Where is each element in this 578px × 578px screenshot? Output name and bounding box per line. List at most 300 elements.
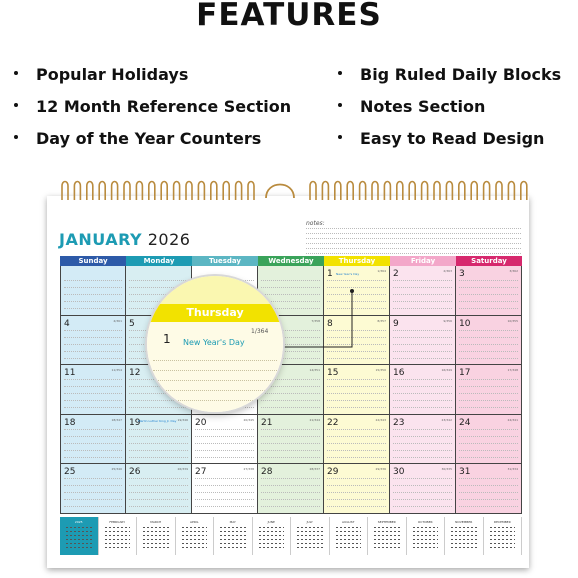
day-of-year-counter: 1/364 <box>377 269 386 273</box>
ruled-line <box>64 330 122 331</box>
ruled-line <box>327 499 386 500</box>
ruled-line <box>459 280 518 281</box>
reference-week-row <box>336 547 362 548</box>
day-cell <box>390 266 456 316</box>
day-of-year-counter: 8/357 <box>377 318 386 323</box>
ruled-line <box>195 450 254 451</box>
ruled-line <box>64 280 122 281</box>
reference-week-row <box>374 539 400 540</box>
reference-month-title: APRIL <box>189 520 199 524</box>
ring-icon <box>211 182 217 201</box>
feature-item <box>338 97 485 117</box>
day-number: 3 <box>459 269 465 279</box>
day-header-saturday: Saturday <box>456 256 522 266</box>
ruled-line <box>393 407 452 408</box>
day-number: 11 <box>64 368 76 379</box>
ruled-line <box>64 499 122 500</box>
day-of-year-counter: 15/350 <box>375 368 386 373</box>
reference-week-row <box>220 543 246 544</box>
reference-week-row <box>490 535 516 536</box>
ruled-line <box>459 450 518 451</box>
notes-line <box>306 248 521 249</box>
day-cell <box>390 316 456 366</box>
day-cell <box>60 365 126 415</box>
ruled-line <box>129 436 188 437</box>
ring-icon <box>409 182 415 201</box>
ruled-line <box>327 308 386 309</box>
ring-icon <box>223 182 229 201</box>
reference-month-title: OCTOBER <box>417 520 433 524</box>
ruled-line <box>64 287 122 288</box>
ruled-line <box>459 386 518 387</box>
day-of-year-counter: 18/347 <box>111 417 122 422</box>
reference-week-row <box>336 527 362 528</box>
ruled-line <box>327 344 386 345</box>
ring-icon <box>446 182 452 201</box>
ruled-line <box>393 450 452 451</box>
day-number: 27 <box>195 467 207 478</box>
ruled-line <box>153 370 277 371</box>
day-number: 29 <box>327 467 339 478</box>
ruled-line <box>64 294 122 295</box>
ruled-line <box>64 492 122 493</box>
feature-item <box>14 129 261 149</box>
reference-week-row <box>143 543 169 544</box>
ruled-line <box>327 492 386 493</box>
ring-icon <box>372 182 378 201</box>
day-of-year-counter: 7/358 <box>311 318 320 323</box>
ruled-line <box>153 380 277 381</box>
ruled-line <box>393 429 452 430</box>
ruled-line <box>261 436 320 437</box>
day-header-thursday: Thursday <box>324 256 390 266</box>
ruled-line <box>129 499 188 500</box>
day-number: 26 <box>129 467 141 478</box>
reference-month <box>176 517 215 555</box>
ruled-line <box>393 506 452 507</box>
reference-month <box>407 517 446 555</box>
ruled-line <box>327 337 386 338</box>
month-title <box>59 230 190 249</box>
reference-week-row <box>413 527 439 528</box>
feature-label: Easy to Read Design <box>360 129 545 148</box>
reference-week-row <box>336 539 362 540</box>
ruled-line <box>327 506 386 507</box>
day-number: 4 <box>64 318 70 329</box>
bullet-icon <box>338 103 342 107</box>
calendar-grid <box>60 256 522 514</box>
ruled-line <box>459 330 518 331</box>
ruled-line <box>195 506 254 507</box>
ruled-line <box>459 287 518 288</box>
ruled-line <box>459 351 518 352</box>
ruled-line <box>261 443 320 444</box>
ring-icon <box>347 182 353 201</box>
reference-week-row <box>451 539 477 540</box>
day-cell <box>192 464 258 514</box>
reference-month-title: 2025 <box>74 520 83 524</box>
ruled-line <box>261 450 320 451</box>
day-number: 15 <box>327 368 339 379</box>
day-number: 1 <box>327 269 333 279</box>
ruled-line <box>393 443 452 444</box>
ruled-line <box>153 390 277 391</box>
reference-week-row <box>413 543 439 544</box>
reference-week-row <box>143 539 169 540</box>
day-of-year-counter: 25/340 <box>111 467 122 472</box>
day-cell <box>60 266 126 316</box>
ruled-line <box>195 443 254 444</box>
reference-week-row <box>413 535 439 536</box>
day-cell <box>324 464 390 514</box>
ruled-line <box>153 360 277 361</box>
day-number: 18 <box>64 417 76 428</box>
ruled-line <box>261 485 320 486</box>
day-of-year-counter: 23/342 <box>441 417 452 422</box>
day-of-year-counter: 11/354 <box>111 368 122 373</box>
ruled-line <box>459 429 518 430</box>
feature-item <box>14 97 291 117</box>
reference-section <box>60 517 522 555</box>
reference-week-row <box>182 547 208 548</box>
ruled-line <box>64 400 122 401</box>
ruled-line <box>64 351 122 352</box>
reference-week-row <box>182 535 208 536</box>
ruled-line <box>64 436 122 437</box>
day-cell <box>60 415 126 465</box>
ring-icon <box>496 182 502 201</box>
ruled-line <box>327 407 386 408</box>
ruled-line <box>459 344 518 345</box>
day-number: 22 <box>327 417 339 428</box>
ruled-line <box>327 301 386 302</box>
day-cell <box>324 365 390 415</box>
ruled-line <box>327 457 386 458</box>
reference-week-row <box>143 535 169 536</box>
day-of-year-counter: 17/348 <box>507 368 518 373</box>
notes-line <box>306 238 521 239</box>
reference-week-row <box>297 539 323 540</box>
bullet-icon <box>338 135 342 139</box>
ruled-line <box>64 457 122 458</box>
ring-icon <box>62 182 68 201</box>
reference-month-title: NOVEMBER <box>455 520 473 524</box>
ruled-line <box>195 429 254 430</box>
ruled-line <box>64 344 122 345</box>
reference-week-row <box>374 531 400 532</box>
ruled-line <box>393 344 452 345</box>
day-number: 2 <box>393 269 399 279</box>
ruled-line <box>459 436 518 437</box>
reference-week-row <box>374 547 400 548</box>
ruled-line <box>64 506 122 507</box>
reference-week-row <box>105 531 131 532</box>
day-cell <box>390 365 456 415</box>
ring-icon <box>322 182 328 201</box>
day-of-year-counter: 4/361 <box>113 318 122 323</box>
reference-month-title: AUGUST <box>341 520 355 524</box>
reference-week-row <box>182 527 208 528</box>
reference-month <box>214 517 253 555</box>
reference-month <box>291 517 330 555</box>
ruled-line <box>459 443 518 444</box>
notes-line <box>306 228 521 229</box>
hanger-hook-icon <box>266 185 294 199</box>
reference-month <box>368 517 407 555</box>
ruled-line <box>261 506 320 507</box>
reference-week-row <box>66 547 92 548</box>
magnifier-day-counter: 1/364 <box>251 328 269 335</box>
page-title: FEATURES <box>196 0 382 33</box>
ruled-line <box>327 450 386 451</box>
reference-month <box>60 517 99 555</box>
day-cell <box>60 464 126 514</box>
day-of-year-counter: 3/362 <box>509 269 518 273</box>
ruled-line <box>393 294 452 295</box>
day-cell <box>192 415 258 465</box>
ring-icon <box>136 182 142 201</box>
day-cell <box>456 316 522 366</box>
ruled-line <box>261 499 320 500</box>
day-number: 8 <box>327 318 333 329</box>
day-number: 25 <box>64 467 76 478</box>
reference-week-row <box>220 535 246 536</box>
ruled-line <box>64 450 122 451</box>
ring-icon <box>471 182 477 201</box>
ruled-line <box>64 478 122 479</box>
ruled-line <box>393 457 452 458</box>
ruled-line <box>459 457 518 458</box>
ruled-line <box>459 499 518 500</box>
bullet-icon <box>338 71 342 75</box>
ruled-line <box>327 400 386 401</box>
ruled-line <box>327 485 386 486</box>
day-number: 12 <box>129 368 141 379</box>
day-cell <box>126 415 192 465</box>
day-cell <box>390 464 456 514</box>
day-cell <box>324 316 390 366</box>
ring-icon <box>124 182 130 201</box>
reference-week-row <box>259 527 285 528</box>
ruled-line <box>261 457 320 458</box>
ruled-line <box>393 379 452 380</box>
ruled-line <box>393 436 452 437</box>
day-cell <box>258 415 324 465</box>
ruled-line <box>459 301 518 302</box>
day-header-monday: Monday <box>126 256 192 266</box>
reference-week-row <box>336 531 362 532</box>
reference-month <box>330 517 369 555</box>
day-number: 24 <box>459 417 471 428</box>
ruled-line <box>459 485 518 486</box>
reference-week-row <box>297 531 323 532</box>
reference-month <box>445 517 484 555</box>
reference-week-row <box>451 547 477 548</box>
ruled-line <box>327 429 386 430</box>
ruled-line <box>327 330 386 331</box>
wire-binding-icon <box>58 176 528 206</box>
reference-week-row <box>490 531 516 532</box>
ring-icon <box>74 182 80 201</box>
reference-week-row <box>259 539 285 540</box>
day-of-year-counter: 28/337 <box>309 467 320 472</box>
ruled-line <box>393 478 452 479</box>
ruled-line <box>327 379 386 380</box>
ruled-line <box>459 478 518 479</box>
day-number: 21 <box>261 417 273 428</box>
day-cell <box>258 464 324 514</box>
reference-week-row <box>143 547 169 548</box>
ruled-line <box>327 443 386 444</box>
ruled-line <box>459 407 518 408</box>
day-of-year-counter: 2/363 <box>443 269 452 273</box>
ruled-line <box>64 386 122 387</box>
feature-item <box>14 65 188 85</box>
ring-icon <box>434 182 440 201</box>
ruled-line <box>393 393 452 394</box>
ruled-line <box>327 386 386 387</box>
day-cell <box>60 316 126 366</box>
reference-week-row <box>105 527 131 528</box>
ruled-line <box>261 492 320 493</box>
ruled-line <box>393 386 452 387</box>
reference-week-row <box>451 531 477 532</box>
ruled-line <box>393 499 452 500</box>
reference-month-title: JUNE <box>267 520 275 524</box>
reference-month <box>253 517 292 555</box>
day-of-year-counter: 10/355 <box>507 318 518 323</box>
reference-week-row <box>413 547 439 548</box>
ring-icon <box>508 182 514 201</box>
ruled-line <box>195 457 254 458</box>
reference-week-row <box>374 527 400 528</box>
bullet-icon <box>14 71 18 75</box>
day-number: 16 <box>393 368 405 379</box>
reference-week-row <box>374 543 400 544</box>
reference-week-row <box>413 539 439 540</box>
ruled-line <box>327 478 386 479</box>
reference-week-row <box>374 535 400 536</box>
day-of-year-counter: 24/341 <box>507 417 518 422</box>
ring-icon <box>112 182 118 201</box>
ruled-line <box>64 337 122 338</box>
feature-label: Notes Section <box>360 97 486 116</box>
ruled-line <box>129 457 188 458</box>
ring-icon <box>384 182 390 201</box>
day-cell <box>456 365 522 415</box>
ruled-line <box>195 499 254 500</box>
ruled-line <box>393 351 452 352</box>
reference-week-row <box>66 539 92 540</box>
ruled-line <box>459 337 518 338</box>
ruled-line <box>129 450 188 451</box>
ruled-line <box>459 308 518 309</box>
month-name: JANUARY <box>59 230 143 249</box>
reference-week-row <box>143 531 169 532</box>
day-number: 28 <box>261 467 273 478</box>
ruled-line <box>153 400 277 401</box>
ruled-line <box>129 492 188 493</box>
ruled-line <box>129 429 188 430</box>
day-cell <box>324 266 390 316</box>
day-cell <box>126 464 192 514</box>
reference-month-title: MARCH <box>150 520 162 524</box>
notes-line <box>306 233 521 234</box>
reference-week-row <box>490 543 516 544</box>
feature-label: 12 Month Reference Section <box>36 97 292 116</box>
reference-week-row <box>297 547 323 548</box>
ring-icon <box>174 182 180 201</box>
reference-month-title: SEPTEMBER <box>377 520 396 524</box>
ruled-line <box>64 485 122 486</box>
ruled-line <box>459 294 518 295</box>
day-cell <box>456 266 522 316</box>
ruled-line <box>327 280 386 281</box>
day-of-year-counter: 26/339 <box>177 467 188 472</box>
notes-line <box>306 243 521 244</box>
reference-month-title: MAY <box>229 520 236 524</box>
ruled-line <box>64 301 122 302</box>
magnifier-callout <box>147 276 283 412</box>
ruled-line <box>459 379 518 380</box>
ruled-line <box>129 506 188 507</box>
ring-icon <box>422 182 428 201</box>
reference-week-row <box>259 547 285 548</box>
reference-week-row <box>220 547 246 548</box>
reference-month <box>99 517 138 555</box>
ring-icon <box>459 182 465 201</box>
day-header-tuesday: Tuesday <box>192 256 258 266</box>
reference-week-row <box>182 539 208 540</box>
magnifier-holiday: New Year's Day <box>183 338 245 347</box>
ring-icon <box>236 182 242 201</box>
ring-icon <box>335 182 341 201</box>
reference-month <box>484 517 523 555</box>
day-number: 19 <box>129 417 141 428</box>
day-number: 31 <box>459 467 471 478</box>
day-number: 9 <box>393 318 399 329</box>
reference-week-row <box>220 539 246 540</box>
reference-week-row <box>336 543 362 544</box>
notes-line <box>306 253 521 254</box>
holiday-label: New Year's Day <box>336 272 360 276</box>
reference-week-row <box>66 543 92 544</box>
ruled-line <box>459 358 518 359</box>
day-of-year-counter: 27/338 <box>243 467 254 472</box>
feature-label: Popular Holidays <box>36 65 189 84</box>
ruled-line <box>64 443 122 444</box>
day-header-wednesday: Wednesday <box>258 256 324 266</box>
ruled-line <box>327 436 386 437</box>
day-of-year-counter: 31/334 <box>507 467 518 472</box>
day-cell <box>456 415 522 465</box>
day-number: 23 <box>393 417 405 428</box>
ruled-line <box>327 287 386 288</box>
ruled-line <box>393 400 452 401</box>
day-number: 10 <box>459 318 471 329</box>
ruled-line <box>459 393 518 394</box>
reference-month-title: FEBRUARY <box>109 520 126 524</box>
ruled-line <box>129 485 188 486</box>
ruled-line <box>393 485 452 486</box>
ring-icon <box>248 182 254 201</box>
day-of-year-counter: 30/335 <box>441 467 452 472</box>
reference-week-row <box>490 539 516 540</box>
reference-week-row <box>220 527 246 528</box>
reference-week-row <box>297 543 323 544</box>
day-number: 20 <box>195 417 207 428</box>
ruled-line <box>195 436 254 437</box>
